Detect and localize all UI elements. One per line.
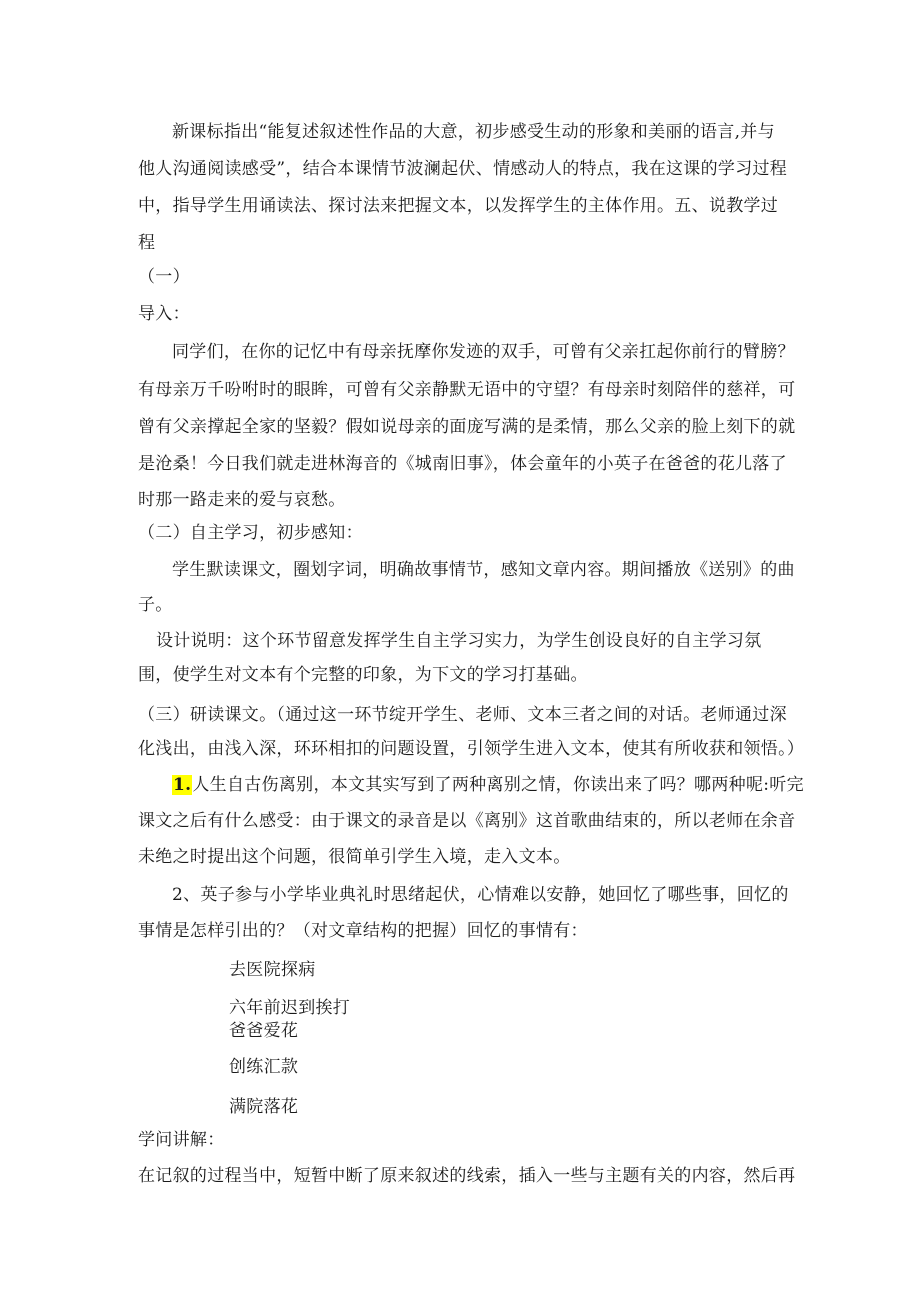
memory-item: 六年前迟到挨打 xyxy=(229,998,351,1018)
section-1-line-1: 同学们，在你的记忆中有母亲抚摩你发迹的双手，可曾有父亲扛起你前行的臂膀？ xyxy=(172,342,795,362)
intro-line-3: 中，指导学生用诵读法、探讨法来把握文本，以发挥学生的主体作用。五、说教学过 xyxy=(138,196,779,216)
question-1-line-3: 未绝之时提出这个问题，很简单引学生入境，走入文本。 xyxy=(138,847,571,867)
section-1-line-5: 时那一路走来的爱与哀愁。 xyxy=(138,490,346,510)
section-1-line-4: 是沧桑！今日我们就走进林海音的《城南旧事》，体会童年的小英子在爸爸的花儿落了 xyxy=(138,454,787,474)
question-2-line-1: 2、英子参与小学毕业典礼时思绪起伏，心情难以安静，她回忆了哪些事，回忆的 xyxy=(172,885,789,905)
section-1-heading: （一） xyxy=(138,267,190,287)
section-2-heading: （二）自主学习，初步感知： xyxy=(138,523,363,543)
question-2-line-2: 事情是怎样引出的？（对文章结构的把握）回忆的事情有： xyxy=(138,921,588,941)
design-note-line-1: 设计说明：这个环节留意发挥学生自主学习实力，为学生创设良好的自主学习氛 xyxy=(156,631,762,651)
section-1-line-3: 曾有父亲撑起全家的坚毅？假如说母亲的面庞写满的是柔情，那么父亲的脸上刻下的就 xyxy=(138,417,796,437)
question-1-text: 人生自古伤离别，本文其实写到了两种离别之情，你读出来了吗？哪两种呢:听完 xyxy=(192,775,804,795)
design-note-line-2: 围，使学生对文本有个完整的印象，为下文的学习打基础。 xyxy=(138,665,588,685)
memory-item: 爸爸爱花 xyxy=(229,1021,299,1041)
memory-item: 创练汇款 xyxy=(229,1057,299,1077)
memory-item: 满院落花 xyxy=(229,1097,299,1117)
section-3-line-1: （三）研读课文。（通过这一环节绽开学生、老师、文本三者之间的对话。老师通过深 xyxy=(138,705,787,725)
question-1-number: 1. xyxy=(173,775,192,795)
section-3-line-2: 化浅出，由浅入深，环环相扣的问题设置，引领学生进入文本，使其有所收获和领悟。） xyxy=(138,739,805,759)
memory-item: 去医院探病 xyxy=(229,960,316,980)
section-1-line-2: 有母亲万千吩咐时的眼眸，可曾有父亲静默无语中的守望？有母亲时刻陪伴的慈祥，可 xyxy=(138,380,796,400)
knowledge-title: 学问讲解： xyxy=(138,1130,225,1150)
intro-line-4: 程 xyxy=(138,233,156,253)
intro-line-1: 新课标指出“能复述叙述性作品的大意，初步感受生动的形象和美丽的语言,并与 xyxy=(172,122,775,142)
intro-line-2: 他人沟通阅读感受”，结合本课情节波澜起伏、情感动人的特点，我在这课的学习过程 xyxy=(138,159,788,179)
knowledge-text: 在记叙的过程当中，短暂中断了原来叙述的线索，插入一些与主题有关的内容，然后再 xyxy=(138,1166,796,1186)
section-2-line-1: 学生默读课文，圈划字词，明确故事情节，感知文章内容。期间播放《送别》的曲 xyxy=(172,560,795,580)
section-1-title: 导入： xyxy=(138,304,190,324)
question-1-line-2: 课文之后有什么感受：由于课文的录音是以《离别》这首歌曲结束的，所以老师在余音 xyxy=(138,811,796,831)
section-2-line-2: 子。 xyxy=(138,595,173,615)
question-1-line-1 xyxy=(172,773,832,797)
